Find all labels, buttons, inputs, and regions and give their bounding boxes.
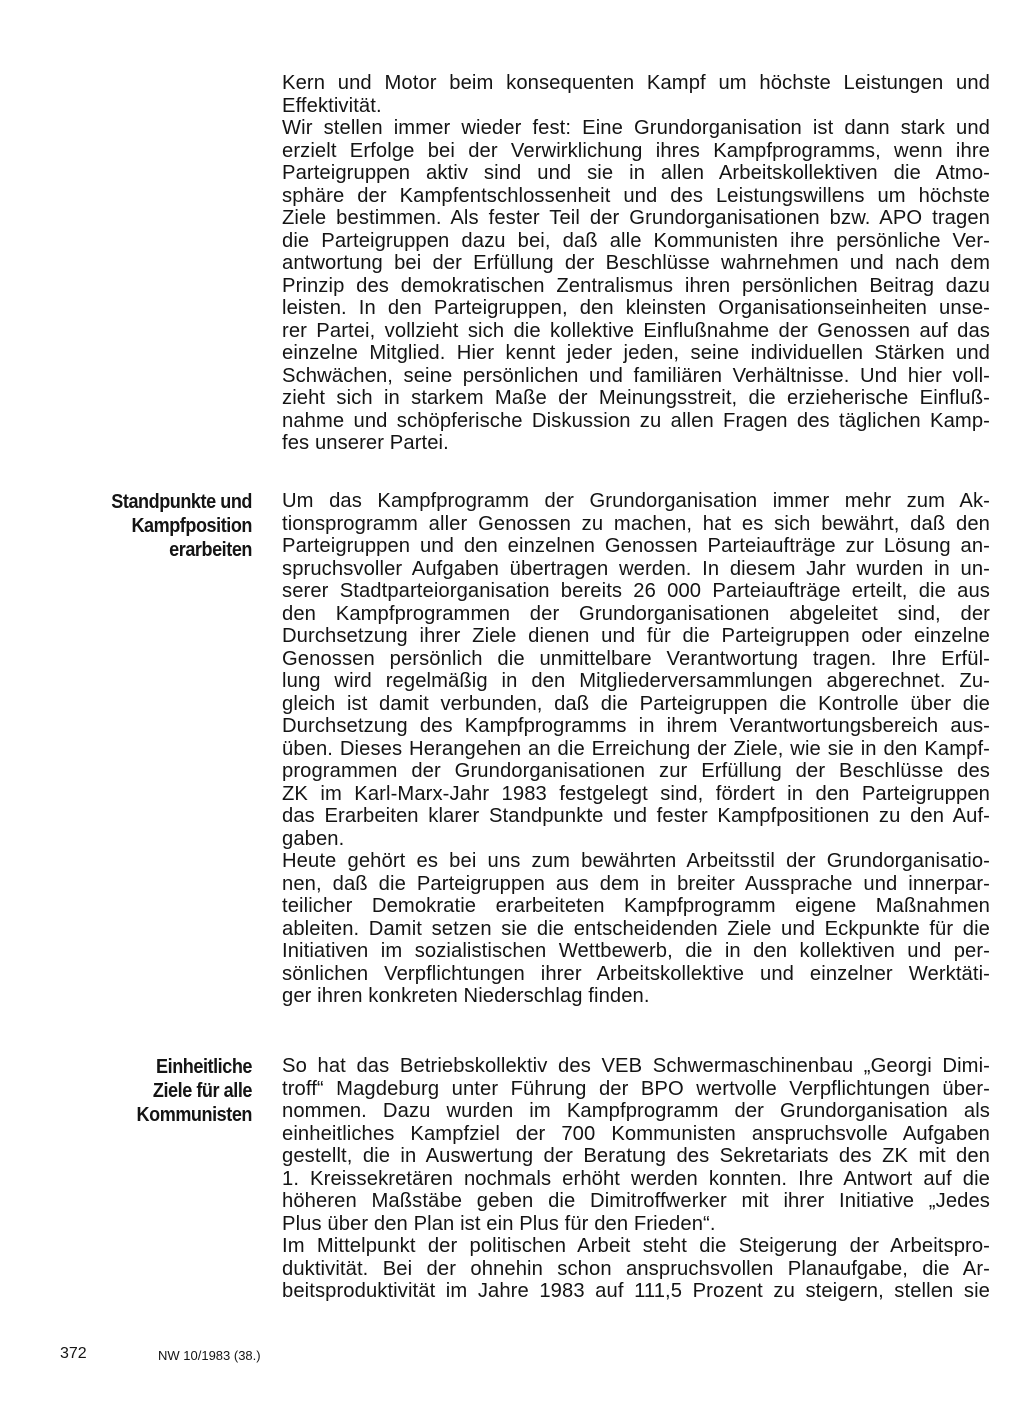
text-line: Wir stellen immer wieder fest: Eine Grundorganisation ist dann stark und [282, 117, 990, 139]
text-line: nahme und schöpferische Diskussion zu allen Fragen des täglichen Kamp- [282, 409, 990, 432]
text-line: Schwächen, seine persönlichen und familiären Verhältnisse. Und hier voll- [282, 364, 990, 387]
text-line: Um das Kampfprogramm der Grundorganisation immer mehr zum Ak- [282, 490, 990, 512]
page-number: 372 [60, 1345, 87, 1362]
text-line: troff“ Magdeburg unter Führung der BPO wertvolle Verpflichtungen über- [282, 1077, 990, 1100]
text-line: lung wird regelmäßig in den Mitgliederversammlungen abgerechnet. Zu- [282, 670, 990, 692]
text-line: 1. Kreissekretären nochmals erhöht werden konnten. Ihre Antwort auf die [282, 1167, 990, 1190]
side-heading-line: Kampfposition [131, 514, 252, 537]
text-line: ger ihren konkreten Niederschlag finden. [282, 985, 650, 1007]
text-line: erzielt Erfolge bei der Verwirklichung ihres Kampfprogramms, wenn ihre [282, 139, 990, 162]
text-line: Durchsetzung ihrer Ziele dienen und für die Parteigruppen oder einzelne [282, 625, 990, 647]
body-text [282, 1055, 990, 1303]
body-text [282, 72, 990, 455]
text-line: fes unserer Partei. [282, 432, 449, 454]
text-line: einheitliches Kampfziel der 700 Kommunisten anspruchsvolle Aufgaben [282, 1122, 990, 1145]
side-heading-line: Kommunisten [136, 1103, 252, 1126]
text-line: Initiativen im sozialistischen Wettbewerb, die in den kollektiven und per- [282, 940, 990, 962]
text-line: antwortung bei der Erfüllung der Beschlüsse wahrnehmen und nach dem [282, 252, 990, 274]
text-line: serer Stadtparteiorganisation bereits 26 000 Parteiaufträge erteilt, die aus [282, 580, 990, 602]
text-line: die Parteigruppen dazu bei, daß alle Kommunisten ihre persönliche Ver- [282, 229, 990, 252]
text-line: gestellt, die in Auswertung der Beratung des Sekretariats des ZK mit den [282, 1145, 990, 1167]
text-line: Durchsetzung des Kampfprogramms in ihrem Verantwortungsbereich aus- [282, 715, 990, 737]
side-heading-line: erarbeiten [169, 538, 252, 561]
text-line: Parteigruppen und den einzelnen Genossen Parteiaufträge zur Lösung an- [282, 535, 990, 557]
text-line: höheren Maßstäbe geben die Dimitroffwerker mit ihrer Initiative „Jedes [282, 1190, 990, 1212]
text-line: Parteigruppen aktiv sind und sie in allen Arbeitskollektiven die Atmo- [282, 162, 990, 184]
side-heading-standpunkte [83, 490, 252, 562]
text-line: teilicher Demokratie erarbeiteten Kampfprogramm eigene Maßnahmen [282, 895, 990, 917]
text-line: sphäre der Kampfentschlossenheit und des Leistungswillens um höchste [282, 184, 990, 207]
side-heading-line: Ziele für alle [152, 1079, 252, 1102]
text-line: gaben. [282, 827, 345, 850]
text-line: So hat das Betriebskollektiv des VEB Schwermaschinenbau „Georgi Dimi- [282, 1055, 990, 1077]
text-line: spruchsvoller Aufgaben übertragen werden. In diesem Jahr wurden in un- [282, 557, 990, 580]
text-line: rer Partei, vollzieht sich die kollektive Einflußnahme der Genossen auf das [282, 319, 990, 342]
text-line: Kern und Motor beim konsequenten Kampf um höchste Leistungen und [282, 72, 990, 94]
text-line: sönlichen Verpflichtungen ihrer Arbeitskollektive und einzelner Werktäti- [282, 962, 990, 985]
text-line: nommen. Dazu wurden im Kampfprogramm der Grundorganisation als [282, 1100, 990, 1122]
side-heading-einheitliche-ziele [83, 1055, 252, 1127]
text-line: Ziele bestimmen. Als fester Teil der Grundorganisationen bzw. APO tragen [282, 207, 990, 229]
body-text [282, 490, 990, 1008]
text-line: Heute gehört es bei uns zum bewährten Arbeitsstil der Grundorganisatio- [282, 850, 990, 872]
text-line: den Kampfprogrammen der Grundorganisationen abgeleitet sind, der [282, 602, 990, 625]
text-line: ableiten. Damit setzen sie die entscheidenden Ziele und Eckpunkte für die [282, 917, 990, 940]
text-line: Effektivität. [282, 94, 382, 117]
text-line: Genossen persönlich die unmittelbare Verantwortung tragen. Ihre Erfül- [282, 647, 990, 670]
side-heading-line: Einheitliche [156, 1055, 252, 1078]
text-line: das Erarbeiten klarer Standpunkte und fester Kampfpositionen zu den Auf- [282, 805, 990, 827]
text-line: beitsproduktivität im Jahre 1983 auf 111,5 Prozent zu steigern, stellen sie [282, 1280, 990, 1302]
text-line: üben. Dieses Herangehen an die Erreichung der Ziele, wie sie in den Kampf- [282, 737, 990, 760]
text-line: Prinzip des demokratischen Zentralismus ihren persönlichen Beitrag dazu [282, 274, 990, 297]
text-line: leisten. In den Parteigruppen, den kleinsten Organisationseinheiten unse- [282, 297, 990, 319]
text-line: ZK im Karl-Marx-Jahr 1983 festgelegt sind, fördert in den Parteigruppen [282, 782, 990, 805]
text-line: einzelne Mitglied. Hier kennt jeder jeden, seine individuellen Stärken und [282, 342, 990, 364]
text-line: Plus über den Plan ist ein Plus für den Frieden“. [282, 1212, 716, 1235]
text-line: zieht sich in starkem Maße der Meinungsstreit, die erzieherische Einfluß- [282, 387, 990, 409]
side-heading-line: Standpunkte und [111, 490, 253, 513]
journal-reference: NW 10/1983 (38.) [158, 1348, 261, 1363]
text-line: programmen der Grundorganisationen zur Erfüllung der Beschlüsse des [282, 760, 990, 782]
text-line: gleich ist damit verbunden, daß die Parteigruppen die Kontrolle über die [282, 692, 990, 715]
text-line: nen, daß die Parteigruppen aus dem in breiter Aussprache und innerpar- [282, 872, 990, 895]
text-line: Im Mittelpunkt der politischen Arbeit steht die Steigerung der Arbeitspro- [282, 1235, 990, 1257]
text-line: duktivität. Bei der ohnehin schon anspruchsvollen Planaufgabe, die Ar- [282, 1257, 990, 1280]
text-line: tionsprogramm aller Genossen zu machen, hat es sich bewährt, daß den [282, 512, 990, 535]
